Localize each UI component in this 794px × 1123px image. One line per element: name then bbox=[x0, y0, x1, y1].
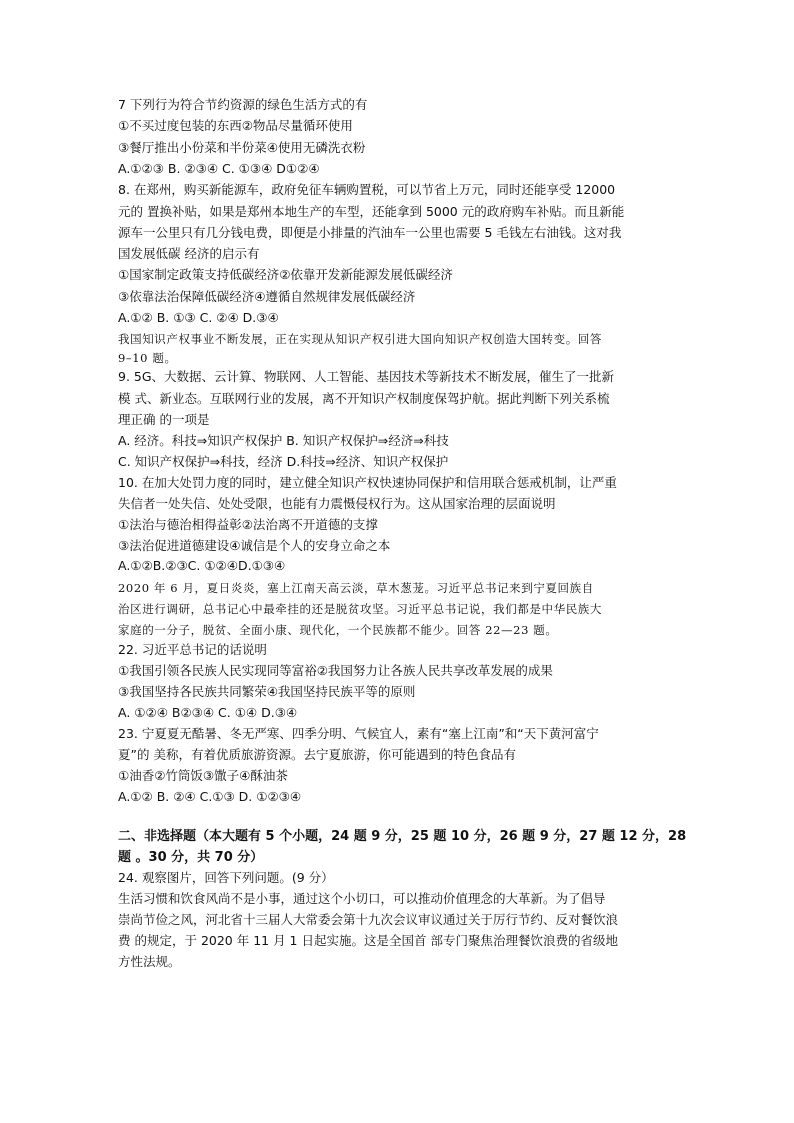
q23-options: ①油香②竹筒饭③馓子④酥油茶 bbox=[118, 768, 288, 783]
q7-options-line1: ①不买过度包装的东西②物品尽量循环使用 bbox=[118, 118, 353, 133]
q7-options-line2: ③餐厅推出小份菜和半份菜④使用无磷洗衣粉 bbox=[118, 140, 366, 155]
q24-material-line4: 方性法规。 bbox=[118, 954, 181, 969]
q9-10-material-line2: 9–10 题。 bbox=[118, 351, 177, 365]
section-2-heading-line2: 题 。30 分，共 70 分） bbox=[118, 850, 264, 865]
q8-stem-line4: 国发展低碳 经济的启示有 bbox=[118, 246, 260, 261]
q9-choices-cd: C. 知识产权保护⇒科技，经济 D.科技⇒经济、知识产权保护 bbox=[118, 454, 449, 469]
q10-stem-line2: 失信者一处失信、处处受限，也能有力震慑侵权行为。这从国家治理的层面说明 bbox=[118, 496, 556, 511]
q24-material-line3: 费 的规定，于 2020 年 11 月 1 日起实施。这是全国首 部专门聚焦治理餐饮浪费的省级地 bbox=[118, 933, 618, 948]
q9-stem-line1: 9. 5G、大数据、云计算、物联网、人工智能、基因技术等新技术不断发展，催生了一批新 bbox=[118, 369, 615, 384]
q22-choices: A. ①②④ B②③④ C. ①④ D.③④ bbox=[118, 705, 298, 720]
q9-stem-line2: 模 式、新业态。互联网行业的发展，离不开知识产权制度保驾护航。据此判断下列关系梳 bbox=[118, 391, 610, 406]
q23-stem-line2: 夏”的 美称，有着优质旅游资源。去宁夏旅游，你可能遇到的特色食品有 bbox=[118, 747, 516, 762]
section-2-heading-line1: 二、非选择题（本大题有 5 个小题，24 题 9 分，25 题 10 分，26 题 9 分，27 题 12 分，28 bbox=[118, 829, 687, 844]
q24-material-line2: 崇尚节俭之风，河北省十三届人大常委会第十九次会议审议通过关于厉行节约、反对餐饮浪 bbox=[118, 912, 619, 927]
q22-stem: 22. 习近平总书记的话说明 bbox=[118, 642, 267, 657]
q8-options-line1: ①国家制定政策支持低碳经济②依靠开发新能源发展低碳经济 bbox=[118, 267, 453, 282]
q7-choices: A.①②③ B. ②③④ C. ①③④ D①②④ bbox=[118, 161, 320, 176]
q24-stem: 24. 观察图片，回答下列问题。(9 分） bbox=[118, 870, 334, 885]
q10-options-line2: ③法治促进道德建设④诚信是个人的安身立命之本 bbox=[118, 538, 391, 553]
q22-options-line2: ③我国坚持各民族共同繁荣④我国坚持民族平等的原则 bbox=[118, 684, 416, 699]
q22-23-material-line2: 治区进行调研，总书记心中最牵挂的还是脱贫攻坚。习近平总书记说，我们都是中华民族大 bbox=[118, 602, 602, 616]
q23-stem-line1: 23. 宁夏夏无酷暑、冬无严寒、四季分明、气候宜人，素有“塞上江南”和“天下黄河富宁 bbox=[118, 726, 599, 741]
q8-stem-line3: 源车一公里只有几分钱电费，即便是小排量的汽油车一公里也需要 5 毛钱左右油钱。这对我 bbox=[118, 225, 622, 240]
q8-stem-line2: 元的 置换补贴，如果是郑州本地生产的车型，还能拿到 5000 元的政府购车补贴。而且新能 bbox=[118, 204, 625, 219]
q8-choices: A.①② B. ①③ C. ②④ D.③④ bbox=[118, 310, 279, 325]
q24-material-line1: 生活习惯和饮食风尚不是小事，通过这个小切口，可以推动价值理念的大革新。为了倡导 bbox=[118, 891, 606, 906]
q7-stem: 7 下列行为符合节约资源的绿色生活方式的有 bbox=[118, 97, 368, 112]
q9-choices-ab: A. 经济。科技⇒知识产权保护 B. 知识产权保护⇒经济⇒科技 bbox=[118, 433, 449, 448]
q9-stem-line3: 理正确 的一项是 bbox=[118, 412, 210, 427]
q22-options-line1: ①我国引领各民族人民实现同等富裕②我国努力让各族人民共享改革发展的成果 bbox=[118, 663, 553, 678]
q8-stem-line1: 8. 在郑州，购买新能源车，政府免征车辆购置税，可以节省上万元，同时还能享受 12000 bbox=[118, 182, 616, 197]
q22-23-material-line3: 家庭的一分子，脱贫、全面小康、现代化，一个民族都不能少。回答 22—23 题。 bbox=[118, 623, 558, 637]
q10-choices: A.①②B.②③C. ①②④D.①③④ bbox=[118, 558, 286, 573]
q22-23-material-line1: 2020 年 6 月，夏日炎炎，塞上江南天高云淡，草木葱茏。习近平总书记来到宁夏回族自 bbox=[118, 581, 594, 595]
q23-choices: A.①② B. ②④ C.①③ D. ①②③④ bbox=[118, 789, 302, 804]
q10-stem-line1: 10. 在加大处罚力度的同时，建立健全知识产权快速协同保护和信用联合惩戒机制，让严重 bbox=[118, 475, 617, 490]
q9-10-material-line1: 我国知识产权事业不断发展，正在实现从知识产权引进大国向知识产权创造大国转变。回答 bbox=[118, 332, 602, 346]
q8-options-line2: ③依靠法治保障低碳经济④遵循自然规律发展低碳经济 bbox=[118, 289, 416, 304]
q10-options-line1: ①法治与德治相得益彰②法治离不开道德的支撑 bbox=[118, 517, 378, 532]
